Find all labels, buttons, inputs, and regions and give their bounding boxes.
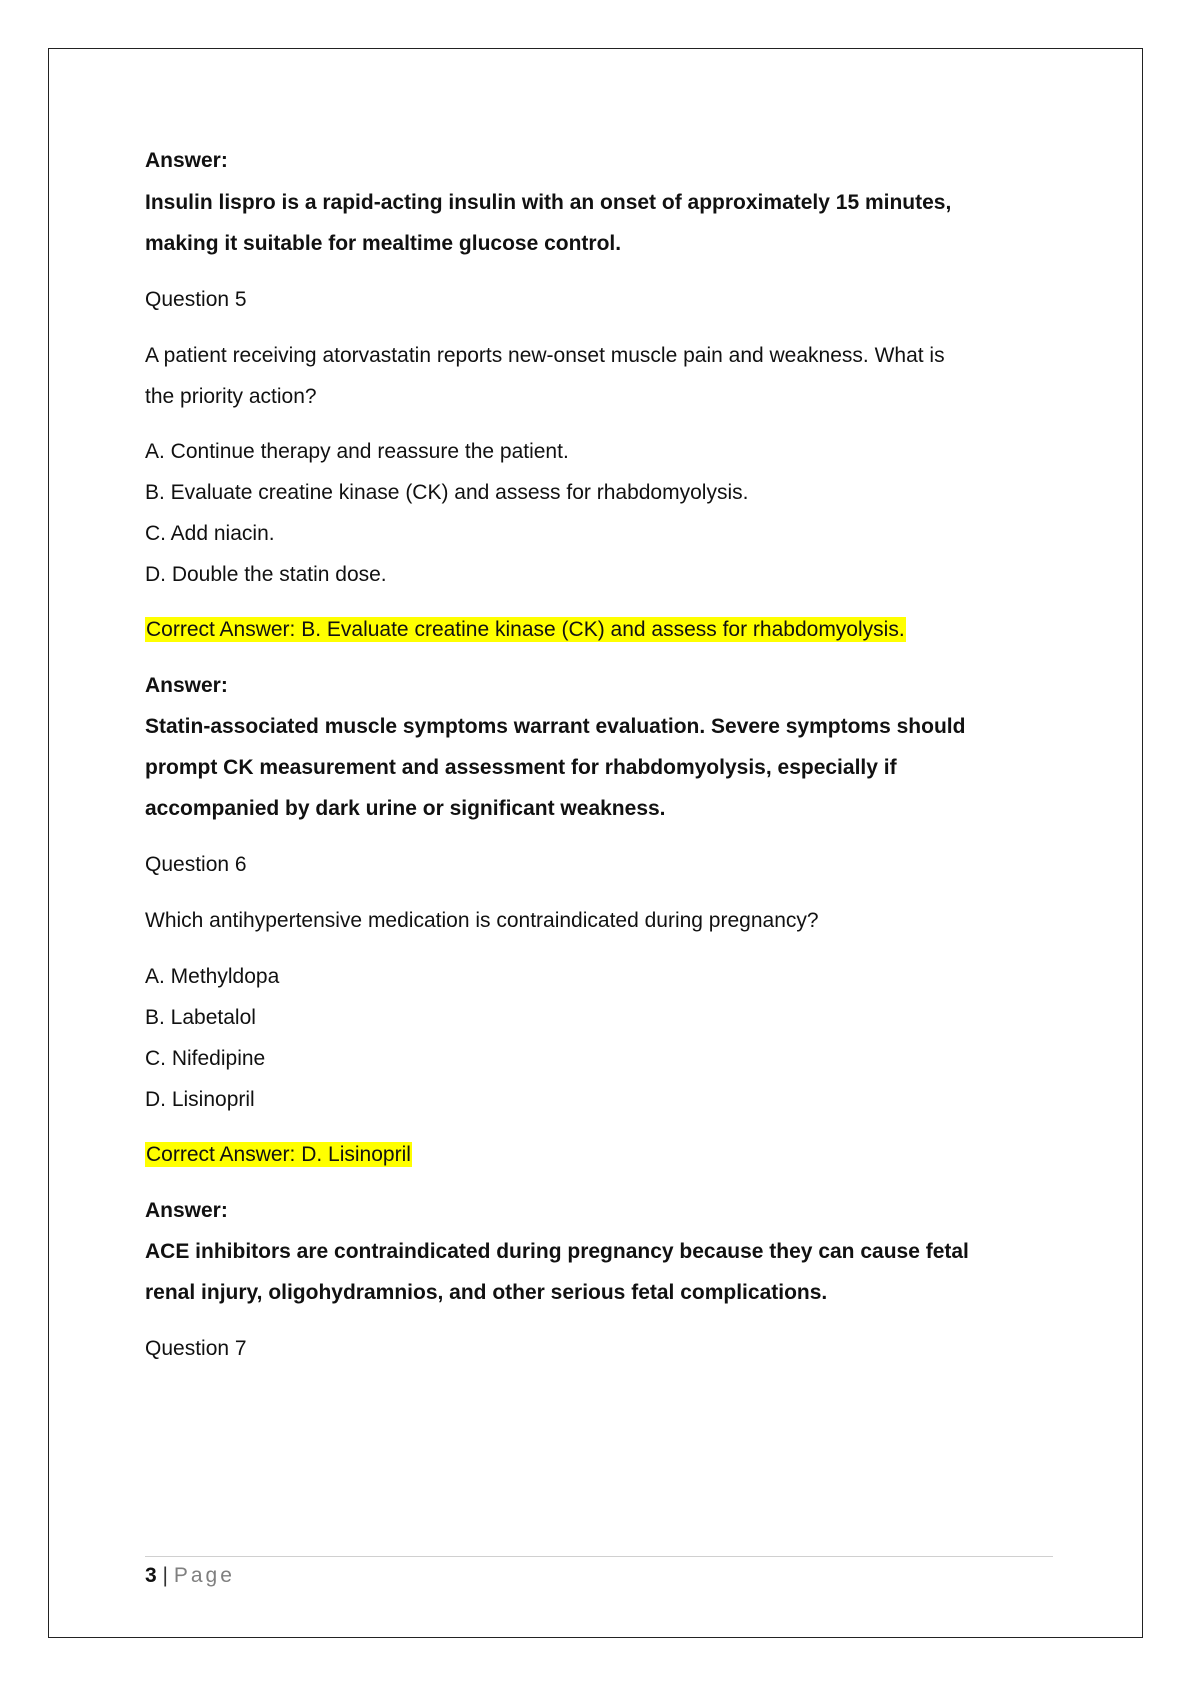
q6-option-d: D. Lisinopril [145,1088,255,1111]
question-7-heading: Question 7 [145,1337,247,1360]
q6-correct-answer-highlight: Correct Answer: D. Lisinopril [146,1143,411,1166]
footer-divider [145,1556,1053,1557]
q5-option-a: A. Continue therapy and reassure the patient. [145,440,569,463]
q5-correct-answer-highlight: Correct Answer: B. Evaluate creatine kinase (CK) and assess for rhabdomyolysis. [146,618,905,641]
page-footer [145,1561,235,1591]
q6-option-b: B. Labetalol [145,1006,256,1029]
q6-explanation-line-1: ACE inhibitors are contraindicated during pregnancy because they can cause fetal [145,1240,969,1263]
q5-answer-label: Answer: [145,674,228,697]
footer-separator: | [162,1564,168,1587]
q6-correct-answer [145,1140,412,1170]
question-5-stem-line-2: the priority action? [145,385,317,408]
q5-explanation-line-2: prompt CK measurement and assessment for rhabdomyolysis, especially if [145,756,897,779]
q4-answer-line-1: Insulin lispro is a rapid-acting insulin with an onset of approximately 15 minutes, [145,191,952,214]
page-word: Page [173,1564,235,1587]
question-5-heading: Question 5 [145,288,247,311]
question-6-heading: Question 6 [145,853,247,876]
question-5-stem-line-1: A patient receiving atorvastatin reports new-onset muscle pain and weakness. What is [145,344,945,367]
answer-label: Answer: [145,149,228,172]
q5-option-b: B. Evaluate creatine kinase (CK) and assess for rhabdomyolysis. [145,481,749,504]
question-6-stem: Which antihypertensive medication is contraindicated during pregnancy? [145,909,819,932]
q5-option-d: D. Double the statin dose. [145,563,387,586]
q6-option-c: C. Nifedipine [145,1047,266,1070]
q6-option-a: A. Methyldopa [145,965,280,988]
q5-correct-answer [145,615,906,645]
q5-option-c: C. Add niacin. [145,522,275,545]
q5-explanation-line-3: accompanied by dark urine or significant weakness. [145,797,666,820]
q4-answer-line-2: making it suitable for mealtime glucose control. [145,232,622,255]
page-number: 3 [145,1564,157,1587]
q6-answer-label: Answer: [145,1199,228,1222]
q5-explanation-line-1: Statin-associated muscle symptoms warrant evaluation. Severe symptoms should [145,715,966,738]
q6-explanation-line-2: renal injury, oligohydramnios, and other serious fetal complications. [145,1281,828,1304]
